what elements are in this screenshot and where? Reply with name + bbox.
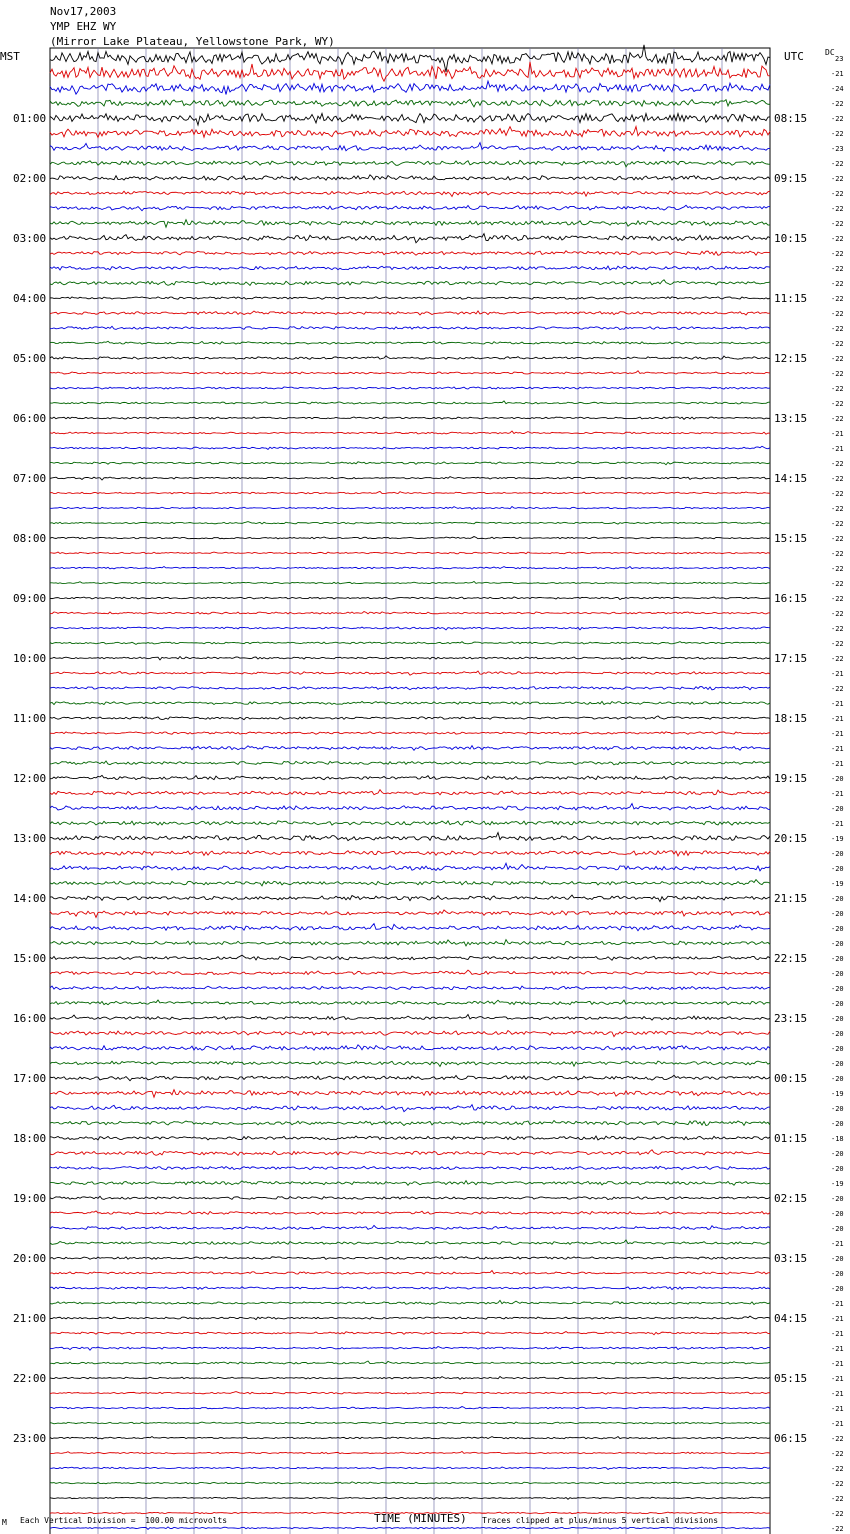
- mst-hour-label: 18:00: [13, 1132, 47, 1145]
- trace-line: [50, 851, 770, 856]
- dc-offset-label: -22: [831, 550, 844, 558]
- trace-line: [50, 1527, 770, 1529]
- trace-line: [50, 220, 770, 228]
- trace-line: [50, 775, 770, 779]
- dc-offset-label: -21: [831, 1390, 844, 1398]
- trace-line: [50, 1225, 770, 1229]
- utc-hour-label: 05:15: [774, 1372, 808, 1385]
- time-gridlines: [50, 48, 770, 1534]
- dc-offset-label: -20: [831, 940, 844, 948]
- dc-offset-label: -21: [831, 1360, 844, 1368]
- trace-line: [50, 970, 770, 975]
- trace-line: [50, 191, 770, 196]
- trace-line: [50, 746, 770, 751]
- dc-offset-label: -20: [831, 1045, 844, 1053]
- utc-hour-label: 18:15: [774, 712, 808, 725]
- trace-line: [50, 581, 770, 583]
- dc-offset-label: -20: [831, 1225, 844, 1233]
- utc-hour-label: 01:15: [774, 1132, 808, 1145]
- trace-line: [50, 1271, 770, 1275]
- trace-line: [50, 597, 770, 600]
- trace-line: [50, 491, 770, 494]
- mst-hour-label: 21:00: [13, 1312, 47, 1325]
- dc-offset-label: -22: [831, 160, 844, 168]
- trace-line: [50, 326, 770, 329]
- dc-offset-label: -22: [831, 1495, 844, 1503]
- dc-offset-label: -21: [831, 790, 844, 798]
- trace-line: [50, 1332, 770, 1335]
- trace-line: [50, 506, 770, 509]
- utc-hour-label: 00:15: [774, 1072, 808, 1085]
- dc-offset-label: -20: [831, 1015, 844, 1023]
- mst-hour-labels: [13, 112, 46, 1445]
- trace-line: [50, 1451, 770, 1453]
- dc-offset-label: -20: [831, 1165, 844, 1173]
- trace-line: [50, 462, 770, 465]
- trace-line: [50, 266, 770, 270]
- dc-offset-label: -21: [831, 1240, 844, 1248]
- mst-hour-label: 16:00: [13, 1012, 47, 1025]
- trace-line: [50, 701, 770, 704]
- trace-line: [50, 1257, 770, 1260]
- trace-line: [50, 401, 770, 404]
- trace-line: [50, 1240, 770, 1244]
- trace-line: [50, 1196, 770, 1199]
- trace-line: [50, 1300, 770, 1304]
- trace-line: [50, 99, 770, 106]
- mst-hour-label: 13:00: [13, 832, 47, 845]
- trace-line: [50, 45, 770, 72]
- utc-hour-label: 11:15: [774, 292, 808, 305]
- utc-hour-label: 02:15: [774, 1192, 808, 1205]
- dc-offset-label: -20: [831, 865, 844, 873]
- trace-line: [50, 863, 770, 871]
- utc-hour-label: 21:15: [774, 892, 808, 905]
- dc-offset-label: -20: [831, 775, 844, 783]
- utc-axis-label: UTC: [784, 50, 804, 63]
- trace-line: [50, 1346, 770, 1350]
- dc-offset-label: -20: [831, 895, 844, 903]
- mst-hour-label: 04:00: [13, 292, 47, 305]
- dc-offset-label: -20: [831, 1000, 844, 1008]
- mst-hour-label: 03:00: [13, 232, 47, 245]
- dc-offset-label: -22: [831, 190, 844, 198]
- mst-hour-label: 12:00: [13, 772, 47, 785]
- plot-frame: [50, 48, 770, 1534]
- dc-offset-label: -22: [831, 595, 844, 603]
- trace-line: [50, 790, 770, 795]
- dc-offset-label: -20: [831, 805, 844, 813]
- dc-offset-label: -22: [831, 580, 844, 588]
- utc-hour-label: 16:15: [774, 592, 808, 605]
- trace-line: [50, 642, 770, 645]
- dc-offset-label: -22: [831, 1510, 844, 1518]
- trace-line: [50, 910, 770, 917]
- header-station: YMP EHZ WY: [50, 20, 117, 33]
- dc-offset-label: -22: [831, 115, 844, 123]
- mst-hour-label: 17:00: [13, 1072, 47, 1085]
- dc-offset-label: -22: [831, 1525, 844, 1533]
- dc-offset-label: -21: [831, 715, 844, 723]
- seismic-traces: [50, 45, 770, 1534]
- trace-line: [50, 356, 770, 359]
- dc-offset-label: -23: [831, 145, 844, 153]
- dc-offset-label: -22: [831, 655, 844, 663]
- trace-line: [50, 417, 770, 419]
- dc-offset-label: -24: [831, 85, 844, 93]
- dc-offset-label: -21: [831, 1330, 844, 1338]
- utc-hour-label: 20:15: [774, 832, 808, 845]
- trace-line: [50, 880, 770, 886]
- dc-offset-label: -20: [831, 1030, 844, 1038]
- dc-offset-label: -22: [831, 400, 844, 408]
- trace-line: [50, 1392, 770, 1395]
- dc-offset-label: -22: [831, 640, 844, 648]
- utc-hour-label: 23:15: [774, 1012, 808, 1025]
- scale-note: Each Vertical Division = 100.00 microvolts: [20, 1516, 228, 1525]
- trace-line: [50, 612, 770, 614]
- dc-offset-label: -22: [831, 475, 844, 483]
- trace-line: [50, 1407, 770, 1409]
- dc-offset-label: -22: [831, 280, 844, 288]
- dc-offset-label: -20: [831, 910, 844, 918]
- dc-offset-label: -20: [831, 970, 844, 978]
- x-axis-title: TIME (MINUTES): [374, 1512, 467, 1525]
- dc-offset-label: -22: [831, 460, 844, 468]
- clip-note: Traces clipped at plus/minus 5 vertical divisions: [482, 1516, 719, 1525]
- trace-line: [50, 567, 770, 569]
- dc-offset-label: -22: [831, 130, 844, 138]
- trace-line: [50, 126, 770, 137]
- dc-offset-label: 23: [835, 55, 844, 63]
- dc-offset-label: -22: [831, 685, 844, 693]
- trace-line: [50, 297, 770, 300]
- dc-offset-label: -22: [831, 100, 844, 108]
- utc-hour-label: 17:15: [774, 652, 808, 665]
- trace-line: [50, 446, 770, 449]
- trace-line: [50, 477, 770, 480]
- trace-line: [50, 537, 770, 539]
- utc-hour-label: 08:15: [774, 112, 808, 125]
- dc-offset-label: -20: [831, 1075, 844, 1083]
- trace-line: [50, 1181, 770, 1186]
- dc-offset-label: -22: [831, 235, 844, 243]
- utc-hour-label: 06:15: [774, 1432, 808, 1445]
- trace-line: [50, 81, 770, 94]
- trace-line: [50, 1105, 770, 1112]
- trace-line: [50, 940, 770, 946]
- dc-offset-label: -20: [831, 1195, 844, 1203]
- dc-offset-label: -22: [831, 520, 844, 528]
- dc-offset-label: -22: [831, 1480, 844, 1488]
- dc-offset-label: -21: [831, 820, 844, 828]
- trace-line: [50, 833, 770, 841]
- dc-offset-label: -22: [831, 310, 844, 318]
- trace-line: [50, 1061, 770, 1066]
- trace-line: [50, 1090, 770, 1098]
- dc-offset-label: -21: [831, 1420, 844, 1428]
- trace-line: [50, 1136, 770, 1140]
- mst-hour-label: 02:00: [13, 172, 47, 185]
- trace-line: [50, 1482, 770, 1484]
- mst-hour-label: 10:00: [13, 652, 47, 665]
- trace-line: [50, 522, 770, 525]
- trace-line: [50, 671, 770, 675]
- utc-hour-label: 13:15: [774, 412, 808, 425]
- dc-offset-label: -21: [831, 430, 844, 438]
- dc-offset-label: -22: [831, 1450, 844, 1458]
- utc-hour-label: 10:15: [774, 232, 808, 245]
- utc-hour-label: 22:15: [774, 952, 808, 965]
- mst-hour-label: 08:00: [13, 532, 47, 545]
- trace-line: [50, 895, 770, 901]
- trace-line: [50, 821, 770, 825]
- mst-hour-label: 07:00: [13, 472, 47, 485]
- mst-hour-label: 15:00: [13, 952, 47, 965]
- trace-line: [50, 387, 770, 389]
- dc-offset-label: -22: [831, 220, 844, 228]
- trace-line: [50, 1422, 770, 1424]
- utc-hour-label: 12:15: [774, 352, 808, 365]
- corner-mark: M: [2, 1518, 7, 1527]
- utc-hour-label: 04:15: [774, 1312, 808, 1325]
- dc-offset-label: -19: [831, 880, 844, 888]
- trace-line: [50, 160, 770, 167]
- dc-offset-label: -20: [831, 925, 844, 933]
- trace-line: [50, 1361, 770, 1364]
- dc-offset-label: -21: [831, 1300, 844, 1308]
- dc-offset-label: -20: [831, 1105, 844, 1113]
- dc-offset-label: -20: [831, 1060, 844, 1068]
- mst-hour-label: 20:00: [13, 1252, 47, 1265]
- dc-offset-label: -20: [831, 1255, 844, 1263]
- trace-line: [50, 175, 770, 180]
- dc-offset-label: -22: [831, 535, 844, 543]
- trace-line: [50, 311, 770, 315]
- dc-offset-label: -19: [831, 835, 844, 843]
- dc-offset-label: -22: [831, 250, 844, 258]
- mst-axis-label: MST: [0, 50, 20, 63]
- trace-line: [50, 113, 770, 125]
- dc-offset-label: -20: [831, 1210, 844, 1218]
- dc-offset-label: -22: [831, 625, 844, 633]
- trace-line: [50, 280, 770, 286]
- dc-offset-label: -22: [831, 565, 844, 573]
- dc-offset-label: -21: [831, 730, 844, 738]
- trace-line: [50, 1287, 770, 1290]
- trace-line: [50, 1000, 770, 1005]
- dc-offset-label: -21: [831, 70, 844, 78]
- dc-offset-label: -21: [831, 760, 844, 768]
- dc-offset-label: -20: [831, 1120, 844, 1128]
- dc-offset-label: -19: [831, 1180, 844, 1188]
- mst-hour-label: 11:00: [13, 712, 47, 725]
- trace-line: [50, 205, 770, 210]
- trace-line: [50, 1316, 770, 1319]
- trace-line: [50, 1376, 770, 1379]
- trace-line: [50, 341, 770, 344]
- dc-offset-label: -22: [831, 370, 844, 378]
- dc-offset-label: -21: [831, 670, 844, 678]
- dc-offset-label: -21: [831, 1375, 844, 1383]
- dc-offset-label: -22: [831, 175, 844, 183]
- trace-line: [50, 686, 770, 690]
- trace-line: [50, 1166, 770, 1169]
- dc-offset-label: -22: [831, 295, 844, 303]
- dc-offset-label: -22: [831, 1435, 844, 1443]
- trace-line: [50, 431, 770, 434]
- trace-line: [50, 1045, 770, 1050]
- trace-line: [50, 732, 770, 735]
- dc-offset-label: -20: [831, 1270, 844, 1278]
- dc-offset-label: -22: [831, 340, 844, 348]
- dc-offset-label: -22: [831, 415, 844, 423]
- trace-line: [50, 1031, 770, 1037]
- dc-offset-label: -22: [831, 1465, 844, 1473]
- mst-hour-label: 22:00: [13, 1372, 47, 1385]
- trace-line: [50, 1467, 770, 1469]
- mst-hour-label: 06:00: [13, 412, 47, 425]
- utc-hour-labels: [774, 112, 807, 1445]
- mst-hour-label: 23:00: [13, 1432, 47, 1445]
- trace-line: [50, 761, 770, 765]
- dc-offset-label: -20: [831, 1150, 844, 1158]
- dc-offset-label: -21: [831, 1405, 844, 1413]
- dc-offset-label: -22: [831, 490, 844, 498]
- dc-offset-labels: [831, 55, 844, 1534]
- utc-hour-label: 09:15: [774, 172, 808, 185]
- trace-line: [50, 234, 770, 243]
- dc-offset-label: -20: [831, 955, 844, 963]
- trace-line: [50, 716, 770, 720]
- trace-line: [50, 62, 770, 81]
- mst-hour-label: 14:00: [13, 892, 47, 905]
- dc-offset-label: -18: [831, 1135, 844, 1143]
- trace-line: [50, 552, 770, 554]
- dc-offset-label: -20: [831, 850, 844, 858]
- mst-hour-label: 19:00: [13, 1192, 47, 1205]
- trace-line: [50, 804, 770, 810]
- trace-line: [50, 1121, 770, 1126]
- dc-offset-label: -22: [831, 355, 844, 363]
- trace-line: [50, 1015, 770, 1021]
- dc-offset-label: -21: [831, 700, 844, 708]
- dc-offset-label: -20: [831, 1285, 844, 1293]
- dc-offset-label: -22: [831, 205, 844, 213]
- trace-line: [50, 143, 770, 152]
- dc-offset-label: -22: [831, 610, 844, 618]
- trace-line: [50, 657, 770, 660]
- trace-line: [50, 986, 770, 990]
- trace-line: [50, 1211, 770, 1214]
- trace-line: [50, 1150, 770, 1156]
- dc-offset-label: -19: [831, 1090, 844, 1098]
- dc-offset-label: -22: [831, 505, 844, 513]
- dc-offset-label: -22: [831, 265, 844, 273]
- trace-line: [50, 371, 770, 374]
- trace-line: [50, 1075, 770, 1080]
- utc-hour-label: 03:15: [774, 1252, 808, 1265]
- dc-label: DC: [825, 48, 835, 57]
- mst-hour-label: 09:00: [13, 592, 47, 605]
- utc-hour-label: 19:15: [774, 772, 808, 785]
- dc-offset-label: -22: [831, 385, 844, 393]
- dc-offset-label: -21: [831, 445, 844, 453]
- dc-offset-label: -20: [831, 985, 844, 993]
- trace-line: [50, 924, 770, 931]
- trace-line: [50, 1497, 770, 1499]
- utc-hour-label: 14:15: [774, 472, 808, 485]
- header-date: Nov17,2003: [50, 5, 117, 18]
- mst-hour-label: 01:00: [13, 112, 47, 125]
- dc-offset-label: -21: [831, 1345, 844, 1353]
- trace-line: [50, 955, 770, 960]
- trace-line: [50, 1437, 770, 1439]
- header-location: (Mirror Lake Plateau, Yellowstone Park, WY): [50, 35, 335, 48]
- dc-offset-label: -21: [831, 745, 844, 753]
- dc-offset-label: -22: [831, 325, 844, 333]
- mst-hour-label: 05:00: [13, 352, 47, 365]
- trace-line: [50, 251, 770, 256]
- utc-hour-label: 15:15: [774, 532, 808, 545]
- trace-line: [50, 627, 770, 630]
- dc-offset-label: -21: [831, 1315, 844, 1323]
